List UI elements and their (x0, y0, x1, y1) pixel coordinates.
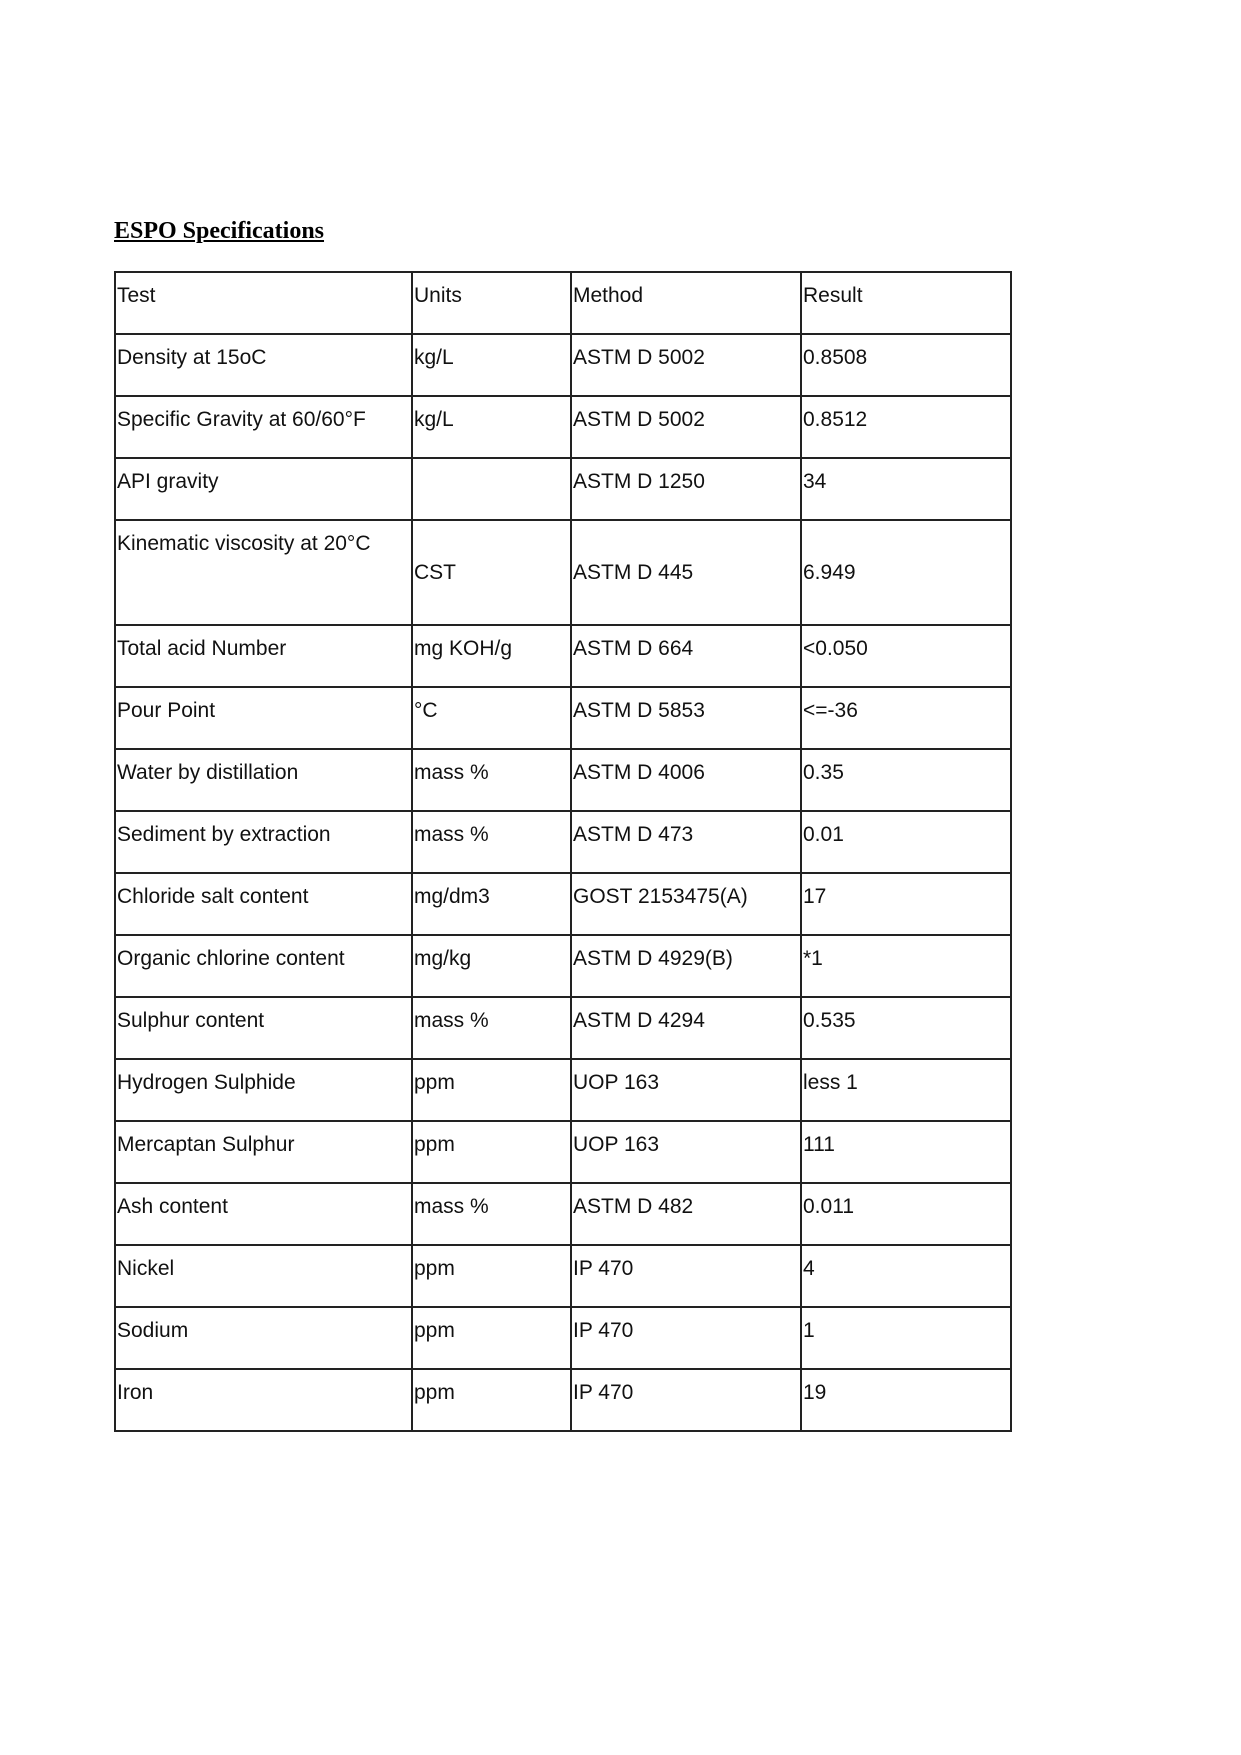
header-units: Units (412, 272, 571, 334)
cell-result: 34 (801, 458, 1011, 520)
cell-result: <0.050 (801, 625, 1011, 687)
table-row (115, 749, 1011, 811)
cell-test: Organic chlorine content (115, 935, 412, 997)
cell-result: 0.8512 (801, 396, 1011, 458)
table-header-row (115, 272, 1011, 334)
cell-test: Iron (115, 1369, 412, 1431)
cell-method: ASTM D 4929(B) (571, 935, 801, 997)
cell-result: 1 (801, 1307, 1011, 1369)
cell-test: Ash content (115, 1183, 412, 1245)
cell-units: mass % (412, 1183, 571, 1245)
cell-result: 6.949 (801, 520, 1011, 625)
header-method: Method (571, 272, 801, 334)
cell-test: Pour Point (115, 687, 412, 749)
document-title: ESPO Specifications (114, 218, 325, 244)
cell-units: CST (412, 520, 571, 625)
cell-result: 4 (801, 1245, 1011, 1307)
table-row (115, 625, 1011, 687)
cell-test: API gravity (115, 458, 412, 520)
cell-method: IP 470 (571, 1307, 801, 1369)
cell-result: 0.35 (801, 749, 1011, 811)
cell-units (412, 458, 571, 520)
cell-units: ppm (412, 1307, 571, 1369)
cell-units: mass % (412, 997, 571, 1059)
cell-method: ASTM D 4294 (571, 997, 801, 1059)
cell-units: mass % (412, 811, 571, 873)
table-row (115, 1307, 1011, 1369)
table-row (115, 1121, 1011, 1183)
table-row (115, 873, 1011, 935)
table-row (115, 458, 1011, 520)
cell-method: ASTM D 482 (571, 1183, 801, 1245)
cell-method: UOP 163 (571, 1059, 801, 1121)
cell-method: IP 470 (571, 1369, 801, 1431)
table-row (115, 334, 1011, 396)
table-row (115, 811, 1011, 873)
cell-result: 0.01 (801, 811, 1011, 873)
cell-result: <=-36 (801, 687, 1011, 749)
cell-units: ppm (412, 1121, 571, 1183)
cell-units: ppm (412, 1059, 571, 1121)
cell-test: Total acid Number (115, 625, 412, 687)
cell-test: Kinematic viscosity at 20°C (115, 520, 412, 625)
header-result: Result (801, 272, 1011, 334)
cell-result: 0.011 (801, 1183, 1011, 1245)
cell-units: mg/kg (412, 935, 571, 997)
cell-test: Mercaptan Sulphur (115, 1121, 412, 1183)
cell-method: ASTM D 1250 (571, 458, 801, 520)
cell-method: ASTM D 473 (571, 811, 801, 873)
cell-units: mass % (412, 749, 571, 811)
cell-result: less 1 (801, 1059, 1011, 1121)
cell-result: 19 (801, 1369, 1011, 1431)
header-test: Test (115, 272, 412, 334)
cell-test: Chloride salt content (115, 873, 412, 935)
cell-test: Density at 15oC (115, 334, 412, 396)
table-row (115, 1245, 1011, 1307)
table-row (115, 1183, 1011, 1245)
cell-result: 17 (801, 873, 1011, 935)
cell-units: ppm (412, 1369, 571, 1431)
cell-units: °C (412, 687, 571, 749)
table-row (115, 997, 1011, 1059)
cell-test: Nickel (115, 1245, 412, 1307)
cell-test: Specific Gravity at 60/60°F (115, 396, 412, 458)
specifications-table (114, 271, 1012, 1432)
table-row (115, 1059, 1011, 1121)
cell-method: ASTM D 5002 (571, 334, 801, 396)
table-row (115, 1369, 1011, 1431)
cell-result: 0.535 (801, 997, 1011, 1059)
cell-method: GOST 2153475(A) (571, 873, 801, 935)
cell-method: ASTM D 4006 (571, 749, 801, 811)
cell-method: ASTM D 5002 (571, 396, 801, 458)
cell-method: ASTM D 5853 (571, 687, 801, 749)
cell-units: kg/L (412, 396, 571, 458)
cell-test: Sediment by extraction (115, 811, 412, 873)
table-row (115, 687, 1011, 749)
cell-units: mg KOH/g (412, 625, 571, 687)
cell-units: kg/L (412, 334, 571, 396)
cell-method: IP 470 (571, 1245, 801, 1307)
cell-method: ASTM D 664 (571, 625, 801, 687)
cell-result: 111 (801, 1121, 1011, 1183)
cell-units: ppm (412, 1245, 571, 1307)
cell-test: Sulphur content (115, 997, 412, 1059)
table-row (115, 935, 1011, 997)
cell-method: UOP 163 (571, 1121, 801, 1183)
cell-test: Sodium (115, 1307, 412, 1369)
cell-test: Hydrogen Sulphide (115, 1059, 412, 1121)
cell-result: 0.8508 (801, 334, 1011, 396)
table-row (115, 396, 1011, 458)
cell-method: ASTM D 445 (571, 520, 801, 625)
cell-units: mg/dm3 (412, 873, 571, 935)
cell-result: *1 (801, 935, 1011, 997)
table-row (115, 520, 1011, 625)
cell-test: Water by distillation (115, 749, 412, 811)
